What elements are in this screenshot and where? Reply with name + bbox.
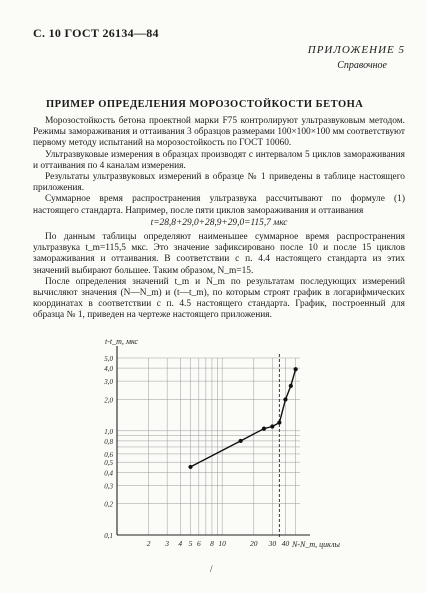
paragraph: По данным таблицы определяют наименьшее суммарное время распространения ультразвука t_m=115,5 мкс. Это значение зафиксировано после 10 и после 15 циклов замораживания и оттаивания. В соответствии с п. 4.4 настоящего стандарта из этих значений выбирают большее. Таким образом, N_m=15. [33, 232, 405, 276]
x-tick-label: 40 [281, 539, 290, 548]
x-tick-label: 8 [210, 539, 214, 548]
data-point [270, 424, 274, 428]
data-point [294, 367, 298, 371]
y-tick-label: 0,6 [104, 450, 113, 459]
y-tick-label: 0,8 [104, 437, 113, 446]
x-tick-label: 5 [188, 539, 193, 548]
y-tick-label: 0,2 [104, 500, 113, 509]
y-tick-label: 0,4 [104, 469, 113, 478]
x-tick-label: 2 [146, 539, 151, 548]
data-point [262, 427, 266, 431]
y-tick-label: 0,5 [104, 459, 113, 468]
paragraph: Ультразвуковые измерения в образцах производят с интервалом 5 циклов замораживания и оттаивания по 4 каналам измерения. [33, 149, 405, 171]
section-title: ПРИМЕР ОПРЕДЕЛЕНИЯ МОРОЗОСТОЙКОСТИ БЕТОНА [46, 99, 364, 110]
data-point [277, 420, 281, 424]
data-point [239, 439, 243, 443]
x-tick-label: 20 [250, 539, 258, 548]
x-tick-label: 3 [165, 539, 170, 548]
x-tick-label: 10 [218, 539, 226, 548]
series-line [191, 369, 296, 467]
x-tick-label: 30 [268, 539, 277, 548]
page-header-code: С. 10 ГОСТ 26134—84 [33, 26, 159, 40]
appendix-label: ПРИЛОЖЕНИЕ 5 [307, 44, 405, 56]
y-tick-label: 1,0 [104, 427, 113, 436]
paragraph: После определения значений t_m и N_m по результатам последующих измерений вычисляют значения (N—N_m) и (t—t_m), по которым строят график в логарифмических координатах в соответствии с п. 4.5 настоящего стандарта. График, построенный для образца № 1, приведен на чертеже настоящего приложения. [33, 276, 405, 321]
y-tick-label: 2,0 [104, 396, 113, 405]
x-tick-label: 4 [178, 539, 183, 548]
appendix-sublabel: Справочное [337, 60, 387, 71]
y-tick-label: 5,0 [104, 355, 113, 363]
paragraph: Суммарное время распространения ультразвука рассчитывают по формуле (1) настоящего стандарта. Например, после пяти циклов замораживания и оттаивания [33, 194, 405, 216]
y-axis-label: t-t_m, мкс [105, 337, 138, 346]
y-tick-label: 0,3 [104, 482, 113, 491]
paragraph: Морозостойкость бетона проектной марки F75 контролируют ультразвуковым методом. Режимы замораживания и оттаивания 3 образцов размерами 100×100×100 мм соответствуют первому методу испытаний на морозостойкость по ГОСТ 10060. [33, 116, 405, 149]
footer-mark: / [210, 564, 213, 574]
formula: t=28,8+29,0+28,9+29,0=115,7 мкс [150, 217, 288, 228]
data-point [188, 465, 192, 469]
data-point [289, 384, 293, 388]
y-tick-label: 3,0 [104, 378, 113, 387]
chart-grid [117, 358, 300, 535]
x-axis-label: N-N_m, циклы [292, 540, 340, 549]
y-tick-label: 4,0 [104, 365, 113, 374]
paragraph: Результаты ультразвуковых измерений в образце № 1 приведены в таблице настоящего приложения. [33, 172, 405, 194]
x-tick-label: 6 [196, 539, 201, 548]
y-tick-label: 0,1 [104, 532, 113, 540]
chart-axes [117, 346, 310, 539]
data-point [283, 397, 287, 401]
chart-tick-labels [103, 355, 289, 548]
